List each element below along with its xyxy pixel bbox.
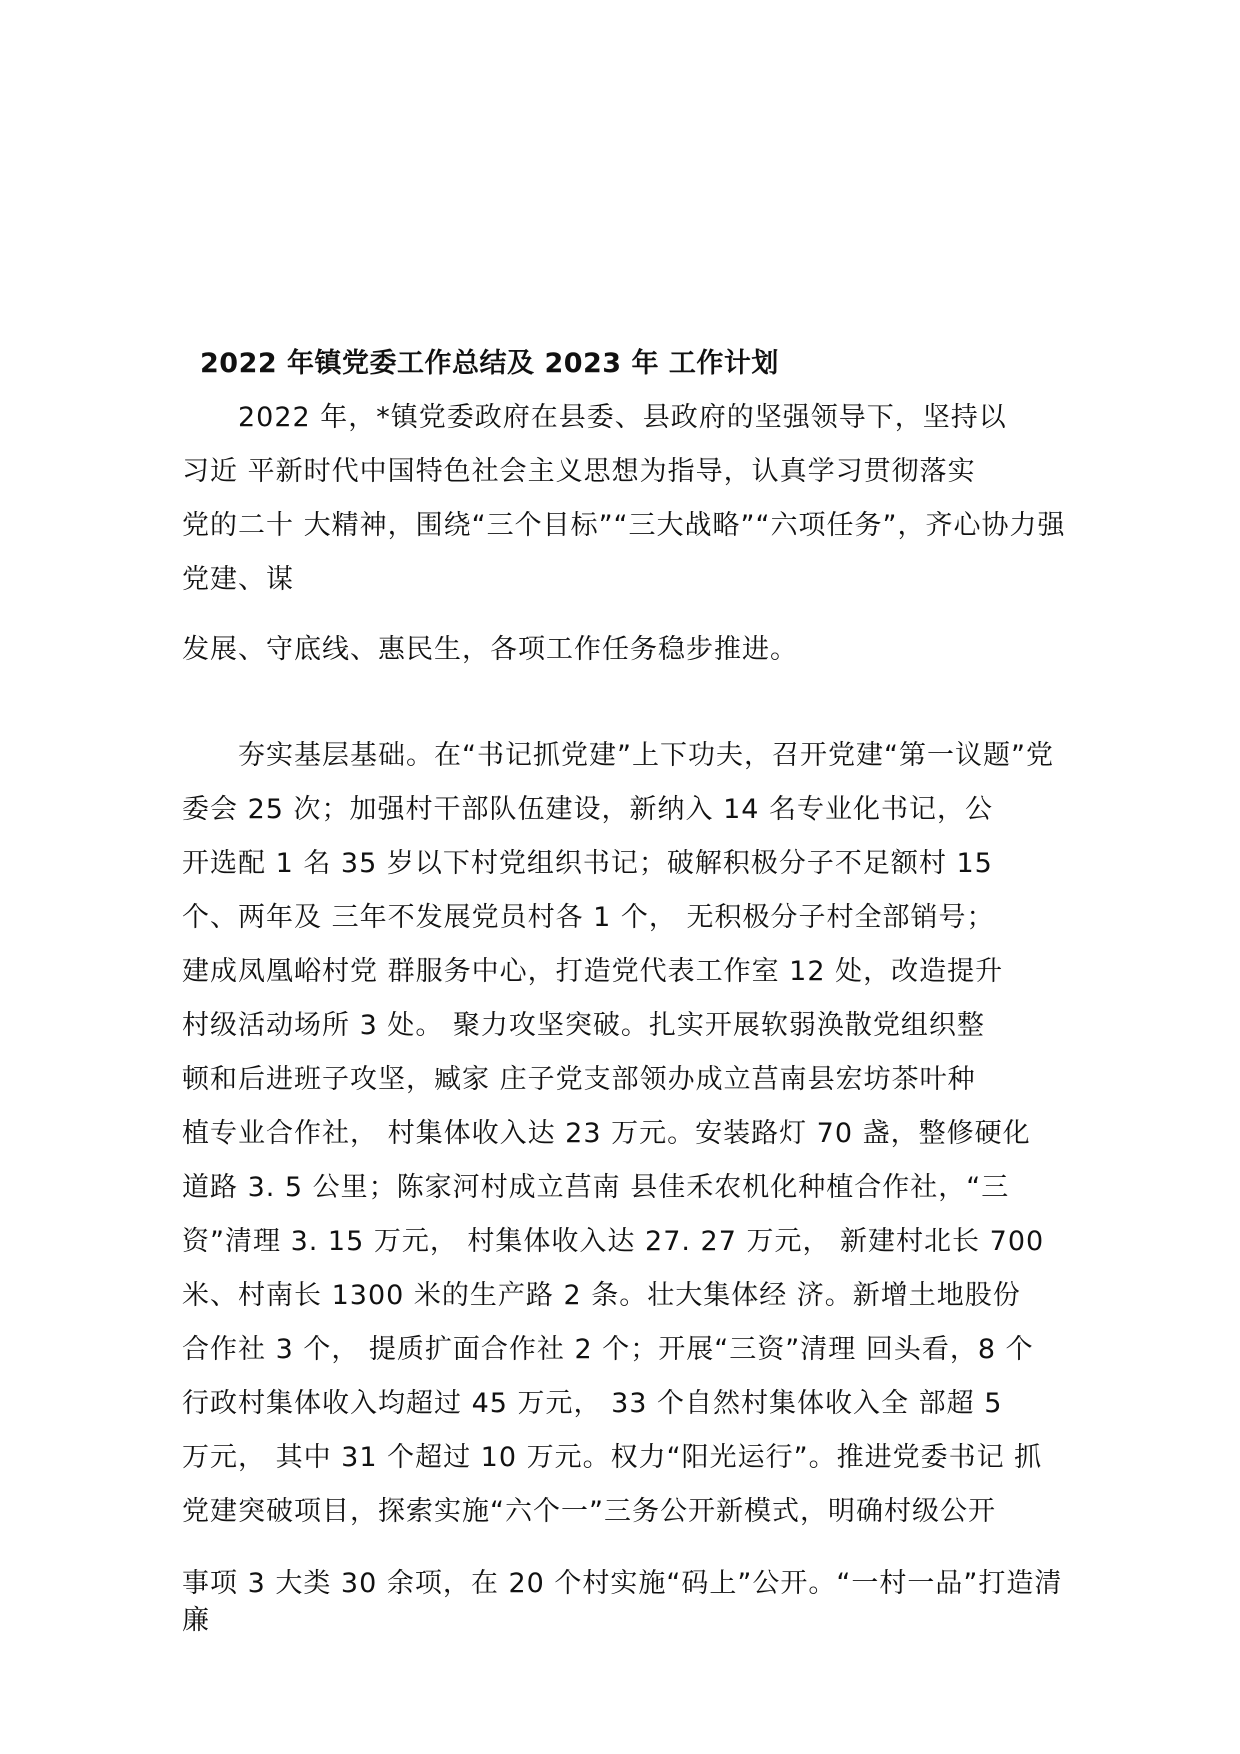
body-line-14: 万元， 其中 31 个超过 10 万元。权力“阳光运行”。推进党委书记 抓 xyxy=(182,1442,1043,1473)
document-title: 2022 年镇党委工作总结及 2023 年 工作计划 xyxy=(200,348,779,379)
body-line-16: 事项 3 大类 30 余项，在 20 个村实施“码上”公开。“一村一品”打造清 xyxy=(182,1568,1063,1599)
body-line-12: 合作社 3 个， 提质扩面合作社 2 个；开展“三资”清理 回头看，8 个 xyxy=(182,1334,1034,1365)
body-line-5: 建成凤凰峪村党 群服务中心，打造党代表工作室 12 处，改造提升 xyxy=(182,956,1004,987)
body-line-1: 夯实基层基础。在“书记抓党建”上下功夫，召开党建“第一议题”党 xyxy=(238,740,1054,771)
body-line-15: 党建突破项目，探索实施“六个一”三务公开新模式，明确村级公开 xyxy=(182,1496,996,1527)
body-line-13: 行政村集体收入均超过 45 万元， 33 个自然村集体收入全 部超 5 xyxy=(182,1388,1003,1419)
body-line-10: 资”清理 3. 15 万元， 村集体收入达 27. 27 万元， 新建村北长 700 xyxy=(182,1226,1045,1257)
body-line-4: 个、两年及 三年不发展党员村各 1 个， 无积极分子村全部销号； xyxy=(182,902,995,933)
intro-line-3: 党的二十 大精神，围绕“三个目标”“三大战略”“六项任务”，齐心协力强 xyxy=(182,510,1066,541)
intro-line-2: 习近 平新时代中国特色社会主义思想为指导，认真学习贯彻落实 xyxy=(182,456,976,487)
body-line-6: 村级活动场所 3 处。 聚力攻坚突破。扎实开展软弱涣散党组织整 xyxy=(182,1010,985,1041)
body-line-7: 顿和后进班子攻坚，臧家 庄子党支部领办成立莒南县宏坊茶叶种 xyxy=(182,1064,976,1095)
body-line-11: 米、村南长 1300 米的生产路 2 条。壮大集体经 济。新增土地股份 xyxy=(182,1280,1021,1311)
intro-line-5: 发展、守底线、惠民生，各项工作任务稳步推进。 xyxy=(182,634,798,665)
body-line-8: 植专业合作社， 村集体收入达 23 万元。安装路灯 70 盏，整修硬化 xyxy=(182,1118,1031,1149)
body-line-3: 开选配 1 名 35 岁以下村党组织书记；破解积极分子不足额村 15 xyxy=(182,848,993,879)
intro-line-4: 党建、谋 xyxy=(182,564,294,595)
intro-line-1: 2022 年，*镇党委政府在县委、县政府的坚强领导下，坚持以 xyxy=(238,402,1007,433)
body-line-2: 委会 25 次；加强村干部队伍建设，新纳入 14 名专业化书记，公 xyxy=(182,794,994,825)
body-line-9: 道路 3. 5 公里；陈家河村成立莒南 县佳禾农机化种植合作社，“三 xyxy=(182,1172,1010,1203)
body-line-17: 廉 xyxy=(182,1605,210,1636)
